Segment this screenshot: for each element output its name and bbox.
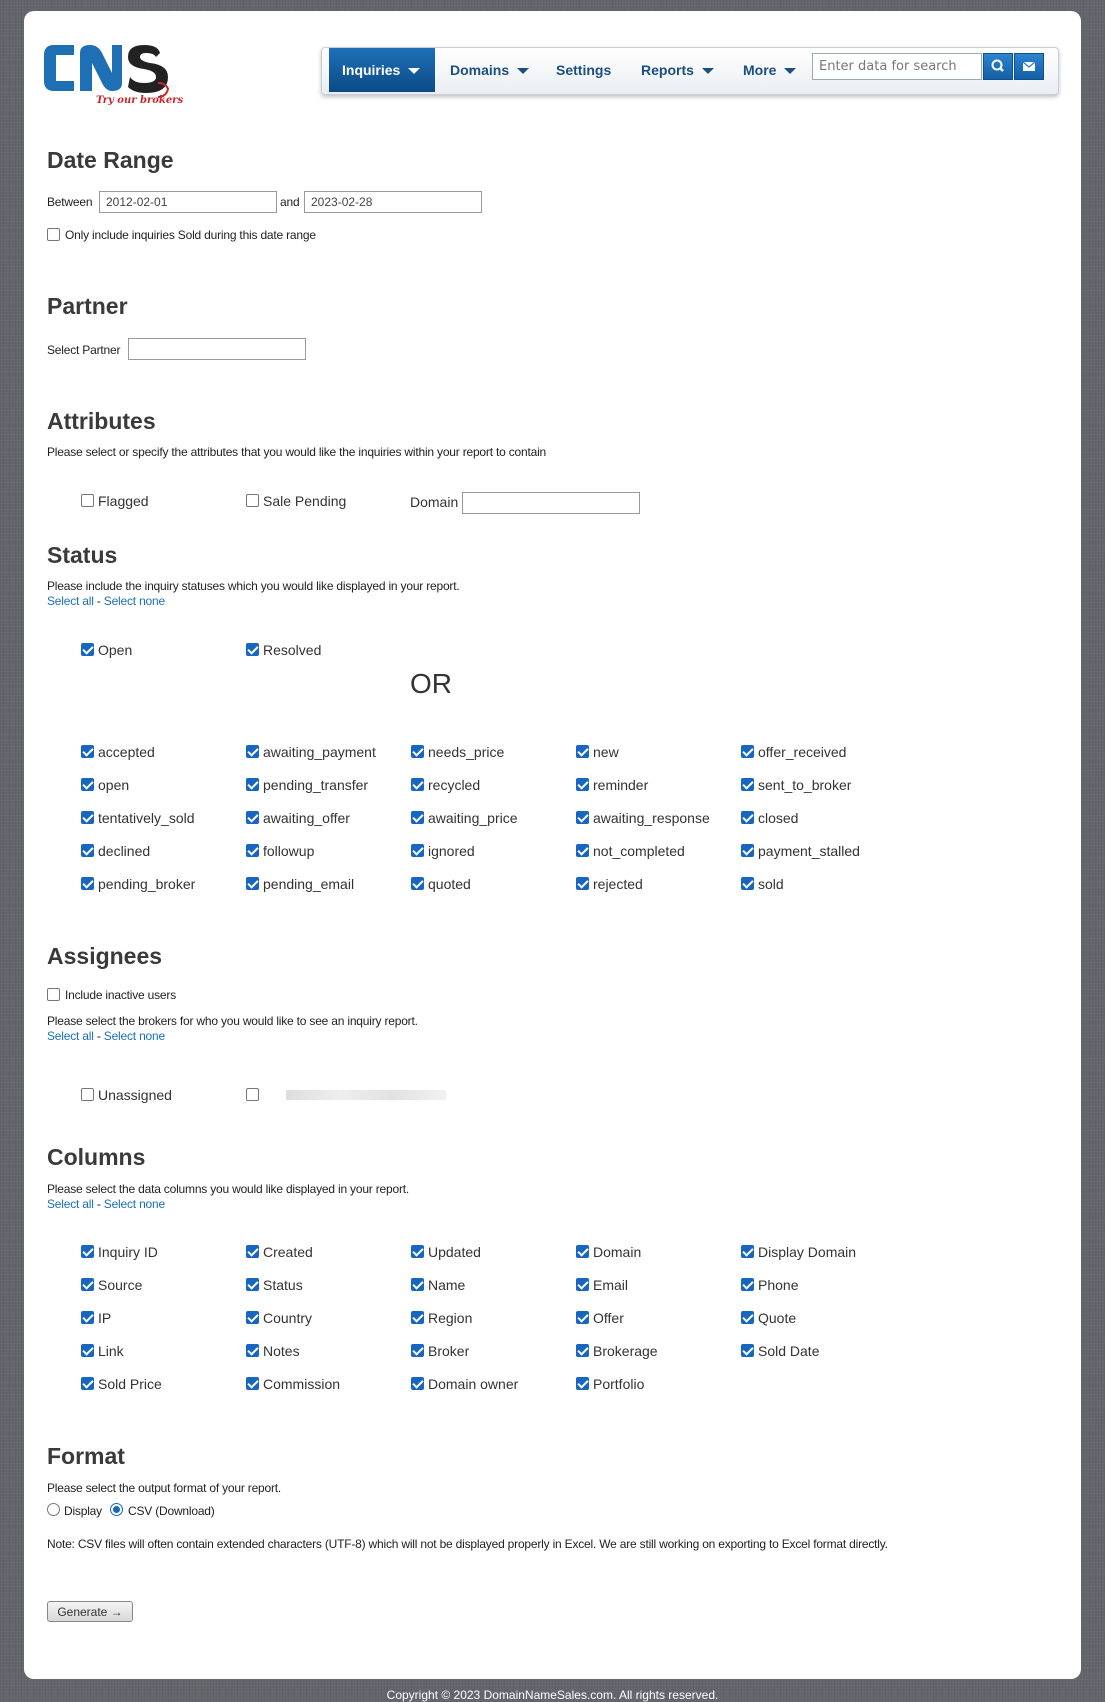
status-option-checkbox[interactable] (741, 745, 754, 758)
generate-button[interactable]: Generate → (47, 1601, 133, 1622)
column-option-checkbox[interactable] (741, 1278, 754, 1291)
sold-only-checkbox[interactable] (47, 228, 60, 241)
csv-radio[interactable] (110, 1503, 123, 1516)
status-option-label: closed (758, 810, 799, 826)
status-option-checkbox[interactable] (81, 745, 94, 758)
open-group-label: Open (98, 642, 133, 658)
column-option-label: Quote (758, 1310, 797, 1326)
column-option-checkbox[interactable] (81, 1377, 94, 1390)
cns-logo[interactable] (40, 39, 190, 119)
status-option-label: awaiting_payment (263, 744, 376, 760)
status-option-label: pending_transfer (263, 777, 369, 793)
column-option-checkbox[interactable] (411, 1278, 424, 1291)
column-option-label: Domain (593, 1244, 642, 1260)
search-input[interactable] (812, 53, 982, 80)
assignees-select-none-link[interactable]: Select none (103, 1029, 165, 1043)
nav-domains-label: Domains (450, 62, 510, 78)
and-label: and (280, 195, 300, 209)
status-option-checkbox[interactable] (576, 877, 589, 890)
status-option-checkbox[interactable] (741, 778, 754, 791)
status-option-label: not_completed (593, 843, 685, 859)
columns-select-links (47, 1197, 165, 1211)
status-option-checkbox[interactable] (411, 778, 424, 791)
column-option-label: Sold Price (98, 1376, 162, 1392)
domain-label: Domain (410, 494, 459, 510)
columns-description: Please select the data columns you would like displayed in your report. (47, 1182, 410, 1196)
attributes-title: Attributes (47, 408, 156, 434)
column-option-label: Created (263, 1244, 313, 1260)
unassigned-label: Unassigned (98, 1087, 172, 1103)
status-option-label: sold (758, 876, 784, 892)
status-option-checkbox[interactable] (576, 745, 589, 758)
partner-input[interactable] (128, 338, 306, 360)
column-option-label: Offer (593, 1310, 624, 1326)
status-option-label: awaiting_price (428, 810, 518, 826)
column-option-label: Inquiry ID (98, 1244, 158, 1260)
columns-title: Columns (47, 1144, 146, 1170)
nav-more-label: More (743, 62, 777, 78)
column-option-checkbox[interactable] (741, 1245, 754, 1258)
domain-input[interactable] (462, 492, 640, 514)
column-option-checkbox[interactable] (576, 1377, 589, 1390)
status-option-checkbox[interactable] (741, 811, 754, 824)
assignees-select-all-link[interactable]: Select all (47, 1029, 94, 1043)
column-option-checkbox[interactable] (81, 1344, 94, 1357)
column-option-label: IP (98, 1310, 112, 1326)
status-title: Status (47, 542, 118, 568)
status-option-checkbox[interactable] (411, 745, 424, 758)
status-option-checkbox[interactable] (246, 877, 259, 890)
resolved-group-label: Resolved (263, 642, 322, 658)
status-option-checkbox[interactable] (246, 844, 259, 857)
column-option-checkbox[interactable] (576, 1245, 589, 1258)
column-option-checkbox[interactable] (741, 1344, 754, 1357)
select-partner-label: Select Partner (47, 343, 121, 357)
include-inactive-label: Include inactive users (65, 988, 176, 1002)
column-option-label: Portfolio (593, 1376, 645, 1392)
end-date-input[interactable] (304, 191, 482, 213)
column-option-label: Email (593, 1277, 629, 1293)
search-icon (984, 54, 1012, 79)
chevron-down-icon (784, 68, 796, 74)
column-option-checkbox[interactable] (576, 1344, 589, 1357)
include-inactive-checkbox[interactable] (47, 988, 60, 1001)
nav-settings-label: Settings (556, 62, 612, 78)
start-date-input[interactable] (99, 191, 277, 213)
redacted-broker-name (286, 1090, 446, 1100)
column-option-label: Phone (758, 1277, 799, 1293)
nav-reports-label: Reports (641, 62, 694, 78)
status-option-checkbox[interactable] (81, 778, 94, 791)
column-option-label: Domain owner (428, 1376, 519, 1392)
link-separator: - (93, 1197, 104, 1211)
column-option-checkbox[interactable] (576, 1311, 589, 1324)
status-description: Please include the inquiry statuses which you would like displayed in your report. (47, 579, 460, 593)
or-separator: OR (410, 668, 452, 699)
status-option-checkbox[interactable] (246, 778, 259, 791)
status-option-label: quoted (428, 876, 471, 892)
format-title: Format (47, 1443, 125, 1469)
column-option-label: Broker (428, 1343, 470, 1359)
date-range-title: Date Range (47, 147, 174, 173)
column-option-checkbox[interactable] (246, 1377, 259, 1390)
flagged-checkbox[interactable] (81, 494, 94, 507)
logo-tagline: Try our brokers (96, 95, 184, 106)
status-select-all-link[interactable]: Select all (47, 594, 94, 608)
chevron-down-icon (408, 68, 420, 74)
footer-copyright: Copyright © 2023 DomainNameSales.com. All rights reserved. (386, 1688, 719, 1702)
column-option-label: Commission (263, 1376, 341, 1392)
status-option-label: followup (263, 843, 315, 859)
column-option-label: Sold Date (758, 1343, 820, 1359)
status-option-label: awaiting_offer (263, 810, 350, 826)
column-option-checkbox[interactable] (246, 1245, 259, 1258)
column-option-checkbox[interactable] (411, 1311, 424, 1324)
column-option-checkbox[interactable] (576, 1278, 589, 1291)
display-radio-label: Display (64, 1504, 102, 1518)
columns-select-all-link[interactable]: Select all (47, 1197, 94, 1211)
status-option-checkbox[interactable] (411, 877, 424, 890)
status-option-label: payment_stalled (758, 843, 860, 859)
column-option-checkbox[interactable] (246, 1344, 259, 1357)
column-option-checkbox[interactable] (81, 1311, 94, 1324)
status-option-label: rejected (593, 876, 643, 892)
status-option-checkbox[interactable] (246, 811, 259, 824)
nav-domains[interactable] (450, 48, 529, 92)
link-separator: - (93, 594, 104, 608)
status-option-checkbox[interactable] (81, 877, 94, 890)
status-option-checkbox[interactable] (741, 877, 754, 890)
partner-title: Partner (47, 293, 128, 319)
status-option-label: recycled (428, 777, 481, 793)
nav-reports[interactable] (641, 48, 714, 92)
column-option-label: Display Domain (758, 1244, 857, 1260)
status-option-checkbox[interactable] (576, 811, 589, 824)
status-option-label: ignored (428, 843, 475, 859)
column-option-label: Country (263, 1310, 313, 1326)
column-option-label: Name (428, 1277, 466, 1293)
nav-inquiries[interactable] (329, 48, 435, 92)
sold-only-label: Only include inquiries Sold during this date range (65, 228, 316, 242)
nav-settings[interactable] (556, 48, 611, 92)
status-option-label: open (98, 777, 130, 793)
sale-pending-checkbox[interactable] (246, 494, 259, 507)
open-group-checkbox[interactable] (81, 643, 94, 656)
column-option-checkbox[interactable] (411, 1344, 424, 1357)
between-label: Between (47, 195, 93, 209)
status-option-checkbox[interactable] (741, 844, 754, 857)
status-option-label: offer_received (758, 744, 847, 760)
column-option-checkbox[interactable] (81, 1278, 94, 1291)
status-option-checkbox[interactable] (246, 745, 259, 758)
nav-more[interactable] (743, 48, 796, 92)
status-option-checkbox[interactable] (411, 844, 424, 857)
status-option-label: sent_to_broker (758, 777, 852, 793)
status-option-label: awaiting_response (593, 810, 710, 826)
broker-checkbox[interactable] (246, 1088, 259, 1101)
column-option-label: Source (98, 1277, 143, 1293)
status-option-checkbox[interactable] (576, 844, 589, 857)
column-option-label: Notes (263, 1343, 300, 1359)
nav-inquiries-label: Inquiries (342, 62, 401, 78)
sale-pending-label: Sale Pending (263, 493, 347, 509)
column-option-checkbox[interactable] (741, 1311, 754, 1324)
unassigned-checkbox[interactable] (81, 1088, 94, 1101)
status-option-label: pending_email (263, 876, 355, 892)
main-card (24, 11, 1081, 1679)
status-select-none-link[interactable]: Select none (103, 594, 165, 608)
status-option-checkbox[interactable] (576, 778, 589, 791)
column-option-checkbox[interactable] (411, 1245, 424, 1258)
column-option-checkbox[interactable] (246, 1278, 259, 1291)
link-separator: - (93, 1029, 104, 1043)
column-option-checkbox[interactable] (81, 1245, 94, 1258)
column-option-checkbox[interactable] (411, 1377, 424, 1390)
status-option-label: needs_price (428, 744, 505, 760)
status-option-checkbox[interactable] (81, 811, 94, 824)
envelope-icon (1015, 54, 1043, 79)
column-option-label: Status (263, 1277, 303, 1293)
column-option-label: Link (98, 1343, 124, 1359)
status-option-label: tentatively_sold (98, 810, 195, 826)
status-option-label: declined (98, 843, 151, 859)
status-option-label: accepted (98, 744, 155, 760)
column-option-label: Brokerage (593, 1343, 658, 1359)
flagged-label: Flagged (98, 493, 149, 509)
display-radio[interactable] (47, 1503, 60, 1516)
assignees-select-links (47, 1029, 165, 1043)
column-option-label: Region (428, 1310, 473, 1326)
assignees-description: Please select the brokers for who you would like to see an inquiry report. (47, 1014, 418, 1028)
status-option-label: pending_broker (98, 876, 196, 892)
column-option-checkbox[interactable] (246, 1311, 259, 1324)
status-option-checkbox[interactable] (81, 844, 94, 857)
status-option-checkbox[interactable] (411, 811, 424, 824)
chevron-down-icon (517, 68, 529, 74)
format-note: Note: CSV files will often contain extended characters (UTF-8) which will not be displayed properly in Excel. We are still working on exporting to Excel format directly. (47, 1537, 888, 1551)
search-button[interactable] (983, 53, 1013, 80)
email-button[interactable] (1014, 53, 1044, 80)
format-description: Please select the output format of your report. (47, 1481, 282, 1495)
resolved-group-checkbox[interactable] (246, 643, 259, 656)
status-option-label: reminder (593, 777, 649, 793)
assignees-title: Assignees (47, 943, 163, 969)
csv-radio-label: CSV (Download) (128, 1504, 215, 1518)
column-option-label: Updated (428, 1244, 481, 1260)
attributes-description: Please select or specify the attributes that you would like the inquiries within your report to contain (47, 445, 547, 459)
status-select-links (47, 594, 165, 608)
logo-mark-icon (40, 39, 180, 99)
columns-select-none-link[interactable]: Select none (103, 1197, 165, 1211)
status-option-label: new (593, 744, 619, 760)
chevron-down-icon (702, 68, 714, 74)
